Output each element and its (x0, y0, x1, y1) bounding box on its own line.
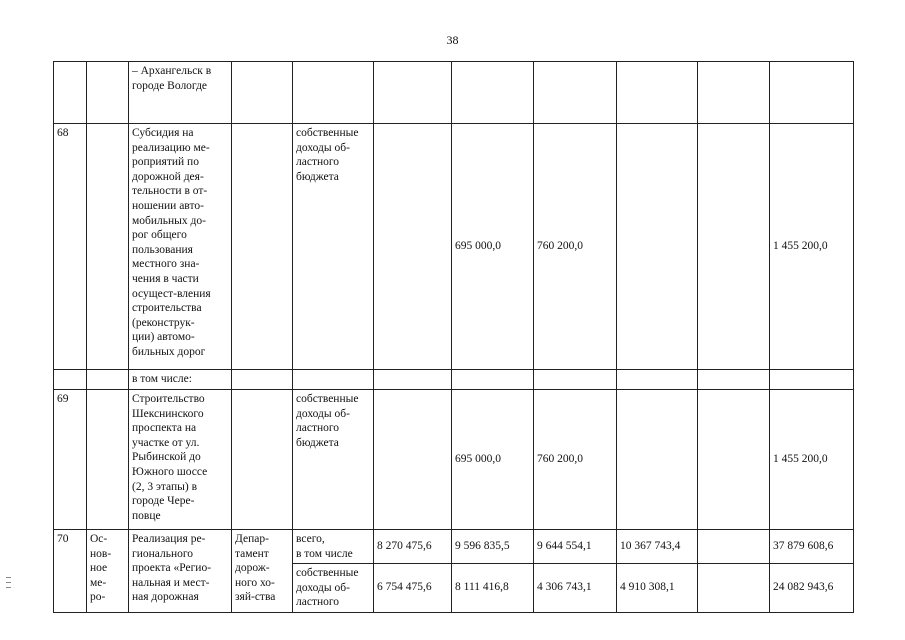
total-cell: 1 455 200,0 (770, 390, 854, 530)
row-number: 70 (54, 530, 87, 613)
measure-type: Ос- нов- ное ме- ро- (87, 530, 129, 613)
amount-cell: 8 111 416,8 (452, 564, 534, 613)
total-cell: 1 455 200,0 (770, 124, 854, 370)
scan-mark (6, 587, 11, 588)
funding-source: собственные доходы об- ластного (293, 564, 374, 613)
funding-source: всего, в том числе (293, 530, 374, 564)
measure-name: – Архангельск в городе Вологде (129, 62, 232, 124)
amount-cell: 9 644 554,1 (534, 530, 617, 564)
measure-name: в том числе: (129, 370, 232, 390)
page-number: 38 (446, 33, 459, 47)
table-row (54, 530, 854, 564)
table-row (54, 390, 854, 530)
row-number: 69 (54, 390, 87, 530)
total-cell: 37 879 608,6 (770, 530, 854, 564)
funding-source: собственные доходы об- ластного бюджета (293, 124, 374, 370)
table-row (54, 370, 854, 390)
funding-source: собственные доходы об- ластного бюджета (293, 390, 374, 530)
amount-cell: 695 000,0 (452, 124, 534, 370)
measure-name: Реализация ре- гионального проекта «Регио- нальная и мест- ная дорожная (129, 530, 232, 613)
table-row (54, 62, 854, 124)
table-row (54, 124, 854, 370)
amount-cell: 760 200,0 (534, 124, 617, 370)
amount-cell: 8 270 475,6 (374, 530, 452, 564)
scan-mark (6, 582, 11, 583)
amount-cell: 4 306 743,1 (534, 564, 617, 613)
amount-cell: 9 596 835,5 (452, 530, 534, 564)
amount-cell: 10 367 743,4 (617, 530, 698, 564)
total-cell: 24 082 943,6 (770, 564, 854, 613)
measure-name: Субсидия на реализацию ме- роприятий по дорожной дея- тельности в от- ношении авто- мобильных до- рог общего пользования местного зна- чения в части осущест-вления строительства (реконструк- ции) автомо- бильных дорог (129, 124, 232, 370)
amount-cell: 6 754 475,6 (374, 564, 452, 613)
budget-table (53, 61, 854, 613)
amount-cell: 695 000,0 (452, 390, 534, 530)
amount-cell: 4 910 308,1 (617, 564, 698, 613)
executor: Депар- тамент дорож- ного хо- зяй-ства (232, 530, 293, 613)
row-number: 68 (54, 124, 87, 370)
measure-name: Строительство Шекснинского проспекта на участке от ул. Рыбинской до Южного шоссе (2, 3 этапы) в городе Чере- повце (129, 390, 232, 530)
amount-cell: 760 200,0 (534, 390, 617, 530)
scan-mark (6, 577, 11, 578)
